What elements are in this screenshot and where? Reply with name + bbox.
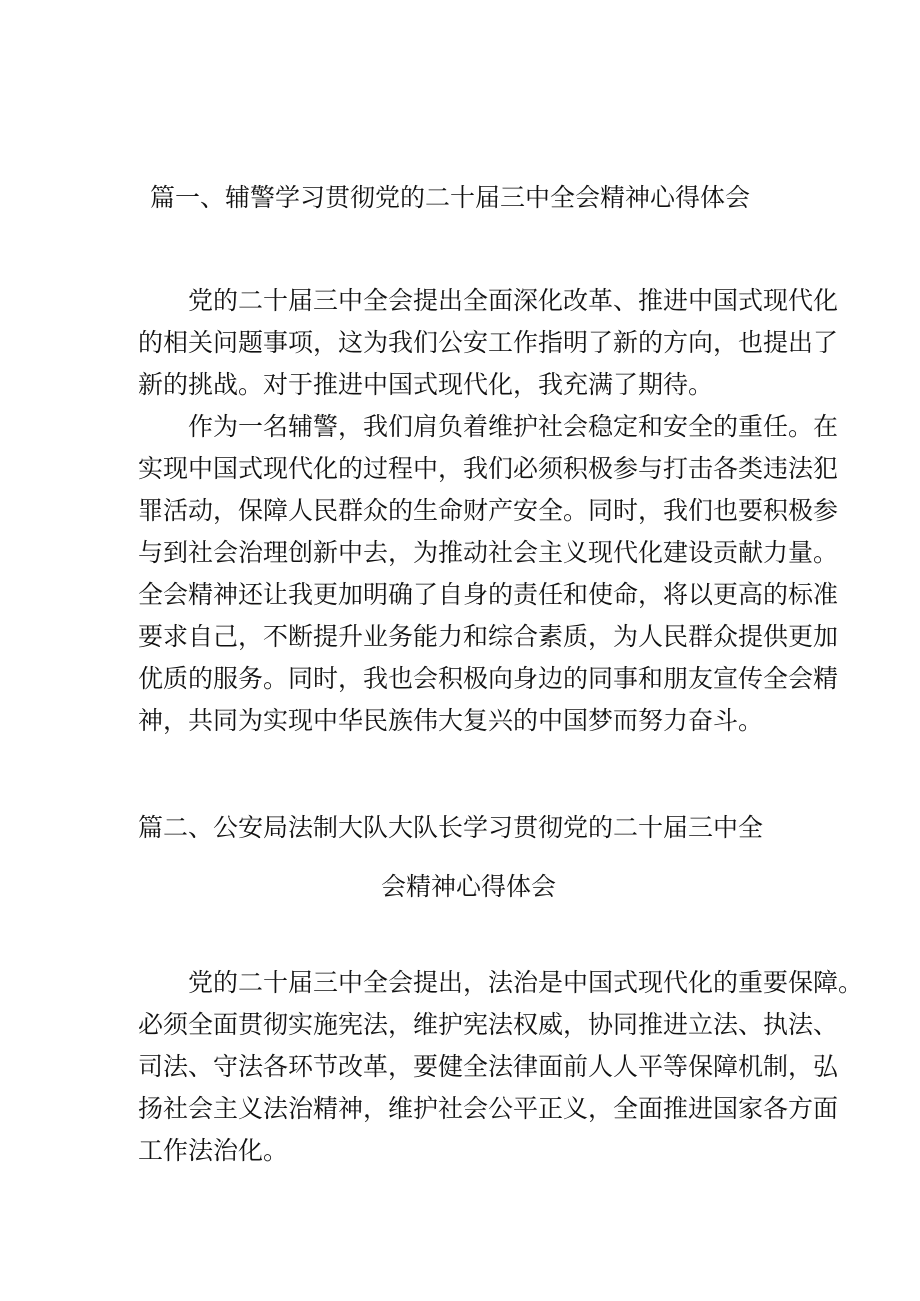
paragraph-line: 的相关问题事项，这为我们公安工作指明了新的方向，也提出了: [138, 328, 839, 357]
section-1-paragraph-1: [138, 280, 838, 406]
section-2-heading-line-1: 篇二、公安局法制大队大队长学习贯彻党的二十届三中全: [138, 813, 764, 842]
paragraph-line: 扬社会主义法治精神，维护社会公平正义，全面推进国家各方面: [138, 1094, 839, 1123]
section-1-heading: 篇一、辅警学习贯彻党的二十届三中全会精神心得体会: [150, 183, 751, 212]
paragraph-line: 神，共同为实现中华民族伟大复兴的中国梦而努力奋斗。: [138, 706, 764, 735]
paragraph-line: 司法、守法各环节改革，要健全法律面前人人平等保障机制，弘: [138, 1052, 839, 1081]
section-2-heading-line-2: 会精神心得体会: [381, 872, 557, 901]
paragraph-line: 全会精神还让我更加明确了自身的责任和使命，将以更高的标准: [138, 580, 839, 609]
paragraph-line: 罪活动，保障人民群众的生命财产安全。同时，我们也要积极参: [138, 496, 839, 525]
paragraph-line: 新的挑战。对于推进中国式现代化，我充满了期待。: [138, 370, 714, 399]
section-1-paragraph-2: [138, 406, 838, 742]
paragraph-line: 实现中国式现代化的过程中，我们必须积极参与打击各类违法犯: [138, 454, 839, 483]
paragraph-line: 要求自己，不断提升业务能力和综合素质，为人民群众提供更加: [138, 622, 839, 651]
paragraph-line: 作为一名辅警，我们肩负着维护社会稳定和安全的重任。在: [188, 412, 839, 441]
section-2-paragraph-1: [138, 962, 863, 1172]
paragraph-line: 必须全面贯彻实施宪法，维护宪法权威，协同推进立法、执法、: [138, 1010, 839, 1039]
paragraph-line: 党的二十届三中全会提出全面深化改革、推进中国式现代化: [188, 286, 839, 315]
paragraph-line: 党的二十届三中全会提出，法治是中国式现代化的重要保障。: [188, 968, 864, 997]
paragraph-line: 优质的服务。同时，我也会积极向身边的同事和朋友宣传全会精: [138, 664, 839, 693]
paragraph-line: 工作法治化。: [138, 1136, 289, 1165]
paragraph-line: 与到社会治理创新中去，为推动社会主义现代化建设贡献力量。: [138, 538, 839, 567]
